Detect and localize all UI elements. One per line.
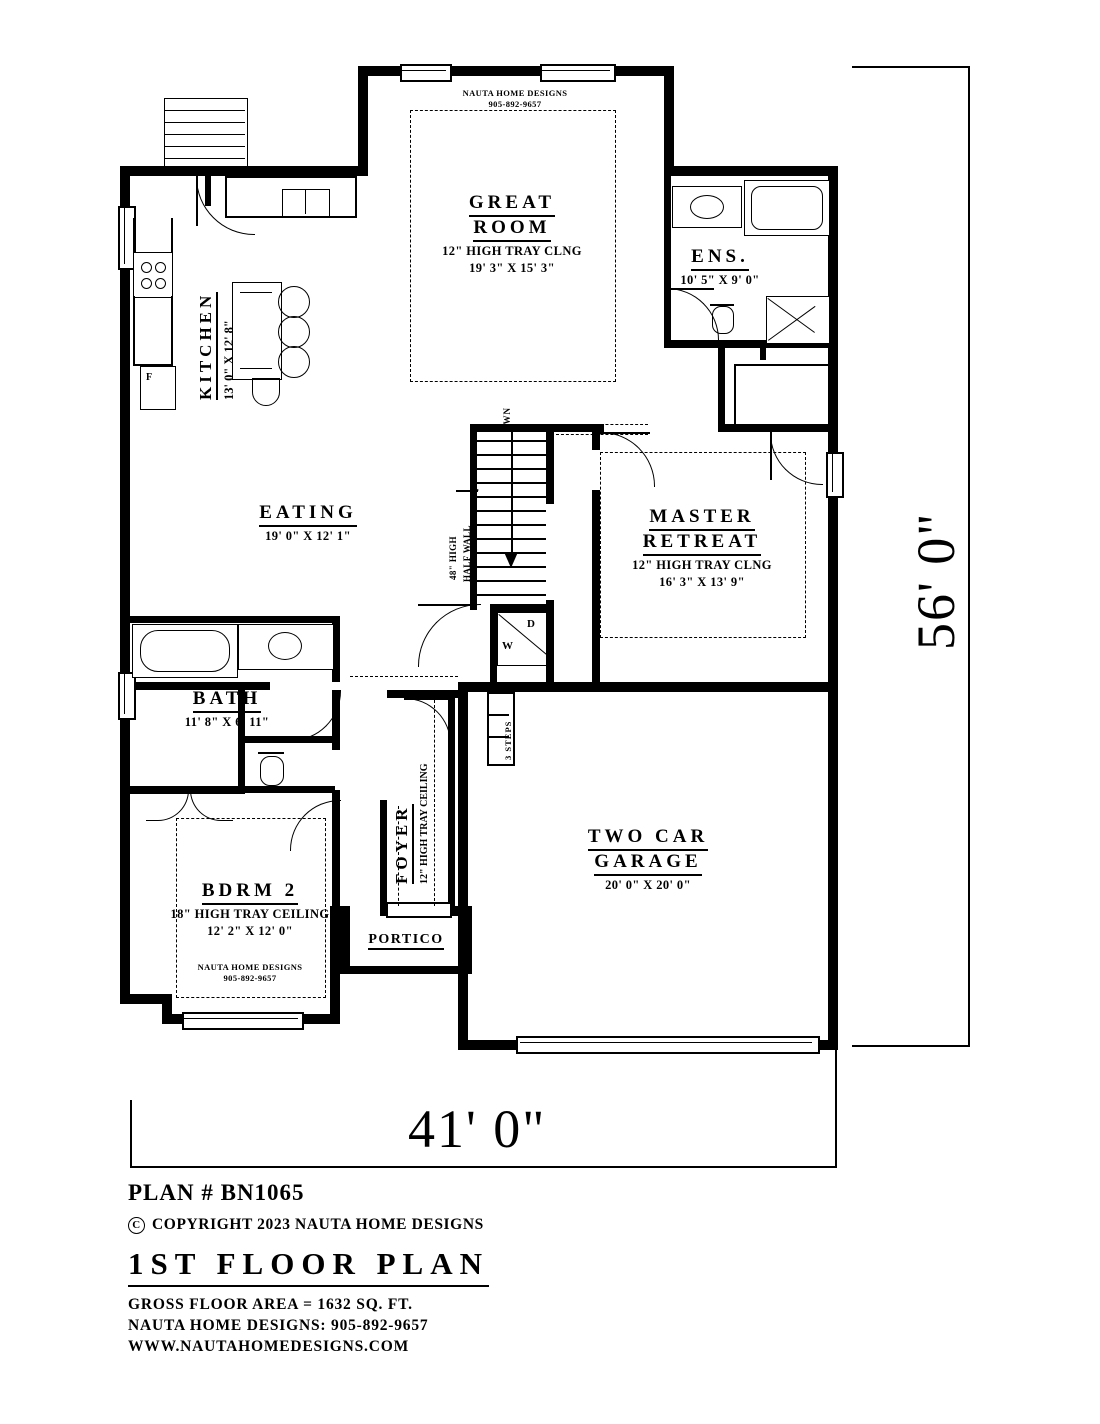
- room-label-great-room: [412, 192, 612, 276]
- company-phone: NAUTA HOME DESIGNS: 905-892-9657: [128, 1317, 429, 1334]
- interior-wall-laundry-left: [490, 604, 497, 682]
- interior-wall-laundry-right: [546, 600, 554, 682]
- title-block: [128, 1180, 828, 1359]
- kitchen-name: KITCHEN: [196, 292, 218, 400]
- dimension-line-right: [968, 66, 970, 1046]
- interior-wall-bath-top: [120, 616, 340, 623]
- credit-bottom-line2: 905-892-9657: [223, 972, 277, 983]
- bdrm2-size: 12' 2" X 12' 0": [207, 924, 293, 938]
- copyright-text: COPYRIGHT 2023 NAUTA HOME DESIGNS: [152, 1216, 484, 1233]
- garage-size: 20' 0" X 20' 0": [605, 878, 691, 892]
- bdrm2-name: BDRM 2: [202, 880, 298, 905]
- exterior-wall-greatroom-right: [664, 66, 674, 176]
- room-label-bath: [152, 688, 302, 730]
- interior-wall-foyer-top: [387, 690, 459, 698]
- dwn-label: DWN: [502, 407, 512, 432]
- foyer-note: 12" HIGH TRAY CEILING: [419, 763, 430, 884]
- floor-plan-title: 1ST FLOOR PLAN: [128, 1246, 489, 1287]
- foyer-name: FOYER: [392, 805, 414, 885]
- foyer-tray-ceiling: [434, 700, 435, 906]
- island-end: [252, 378, 280, 406]
- laundry-door-swing: [418, 604, 481, 667]
- kitchen-stove: [133, 252, 173, 298]
- window-right-master: [826, 452, 844, 498]
- plan-number: PLAN # BN1065: [128, 1180, 305, 1205]
- room-label-ens: [660, 246, 780, 288]
- overall-width-dimension: 41' 0": [408, 1099, 547, 1159]
- credit-stamp-top: [440, 88, 590, 109]
- garage-wall-left: [458, 682, 468, 1050]
- fridge-label: F: [146, 372, 153, 383]
- great-room-name: GREAT: [469, 192, 555, 217]
- stool-2: [278, 316, 310, 348]
- kitchen-size: 13' 0" X 12' 8": [222, 320, 236, 400]
- garage-name: TWO CAR: [588, 826, 708, 851]
- great-room-size: 19' 3" X 15' 3": [469, 261, 555, 275]
- dimension-tick-right-top: [852, 66, 970, 68]
- bath-name: BATH: [193, 688, 261, 713]
- portico-wall-bottom: [340, 966, 472, 974]
- website: WWW.NAUTAHOMEDESIGNS.COM: [128, 1338, 410, 1355]
- dimension-line-bottom: [130, 1166, 836, 1168]
- copyright-icon: C: [128, 1217, 145, 1234]
- half-wall-label-1: 48" HIGH: [448, 536, 458, 580]
- gross-floor-area: GROSS FLOOR AREA = 1632 SQ. FT.: [128, 1296, 413, 1313]
- dimension-tick-bottom-left: [130, 1100, 132, 1168]
- credit-top-line2: 905-892-9657: [488, 98, 542, 109]
- credit-stamp-bottom: [175, 962, 325, 983]
- kitchen-island: [232, 282, 282, 380]
- credit-bottom-line1: NAUTA HOME DESIGNS: [197, 962, 303, 972]
- wic-shelf: [734, 364, 830, 366]
- copyright-line: [128, 1216, 828, 1234]
- overall-depth-dimension: 56' 0": [906, 511, 966, 650]
- room-label-portico: [350, 930, 462, 948]
- kitchen-door-swing: [196, 176, 255, 235]
- credit-top-line1: NAUTA HOME DESIGNS: [462, 88, 568, 98]
- exterior-wall-ens-top: [664, 166, 838, 176]
- interior-wall-foyer-right: [448, 690, 455, 916]
- room-label-garage: [540, 826, 756, 893]
- closet-bifold-left: [146, 790, 189, 821]
- dryer-label: D: [527, 618, 536, 630]
- washer-label: W: [502, 640, 514, 652]
- exterior-wall-right-lower: [828, 490, 838, 1050]
- master-size: 16' 3" X 13' 9": [659, 575, 745, 589]
- portico-name: PORTICO: [368, 932, 443, 950]
- front-door: [386, 902, 452, 918]
- room-label-kitchen: [196, 292, 216, 400]
- garage-wall-top: [458, 682, 834, 692]
- window-top-1: [400, 64, 452, 82]
- closet-bifold-right: [190, 790, 233, 821]
- ens-door-swing: [666, 288, 719, 341]
- room-label-eating: [218, 502, 398, 544]
- bath-sink: [268, 632, 302, 660]
- garage-door-line: [520, 1042, 812, 1043]
- room-label-kitchen-size: [220, 320, 238, 400]
- bath-toilet: [260, 756, 284, 786]
- room-label-foyer: [392, 805, 412, 885]
- window-bdrm2-bottom: [182, 1012, 304, 1030]
- interior-wall-master-left-2: [592, 490, 600, 682]
- window-left-bath: [118, 672, 136, 720]
- eating-name: EATING: [259, 502, 357, 527]
- dimension-tick-bottom-right: [835, 1040, 837, 1168]
- interior-wall-closet2-bottom: [245, 786, 335, 793]
- bath-size: 11' 8" X 6' 11": [184, 715, 270, 729]
- dimension-tick-right-bottom: [852, 1045, 970, 1047]
- bdrm2-note: 18" HIGH TRAY CEILING: [170, 907, 330, 921]
- stool-1: [278, 286, 310, 318]
- room-label-master: [600, 506, 804, 590]
- interior-wall-master-top: [554, 424, 604, 432]
- great-room-name2: ROOM: [473, 217, 550, 242]
- ens-sink: [690, 195, 724, 219]
- stool-3: [278, 346, 310, 378]
- foyer-garage-door-swing: [404, 698, 451, 745]
- ens-size: 10' 5" X 9' 0": [680, 273, 760, 287]
- room-label-bdrm2: [160, 880, 340, 939]
- interior-wall-foyer-left: [380, 800, 387, 912]
- garage-name2: GARAGE: [594, 851, 701, 876]
- exterior-wall-foyer-left: [340, 906, 350, 916]
- interior-wall-closet-divider: [760, 348, 766, 360]
- interior-wall-stair-left: [470, 424, 477, 610]
- room-label-foyer-note: [414, 764, 432, 885]
- ens-name: ENS.: [691, 246, 749, 271]
- exterior-wall-left-jog-v: [358, 66, 368, 172]
- great-room-note: 12" HIGH TRAY CLNG: [442, 244, 582, 258]
- garage-door: [516, 1036, 820, 1054]
- master-name: MASTER: [649, 506, 754, 531]
- exterior-wall-left-mid: [120, 718, 130, 1004]
- steps-label: 3 STEPS: [503, 720, 513, 760]
- interior-wall-stair-right: [546, 424, 554, 504]
- master-note: 12" HIGH TRAY CLNG: [632, 558, 772, 572]
- stair-direction-arrow: [511, 432, 513, 562]
- interior-wall-wic-bottom: [718, 424, 838, 432]
- eating-size: 19' 0" X 12' 1": [265, 529, 351, 543]
- master-name2: RETREAT: [643, 531, 761, 556]
- half-wall-label-2: HALF WALL: [462, 525, 472, 582]
- master-door-swing: [600, 432, 655, 487]
- window-top-2: [540, 64, 616, 82]
- interior-wall-wic-left: [718, 348, 725, 430]
